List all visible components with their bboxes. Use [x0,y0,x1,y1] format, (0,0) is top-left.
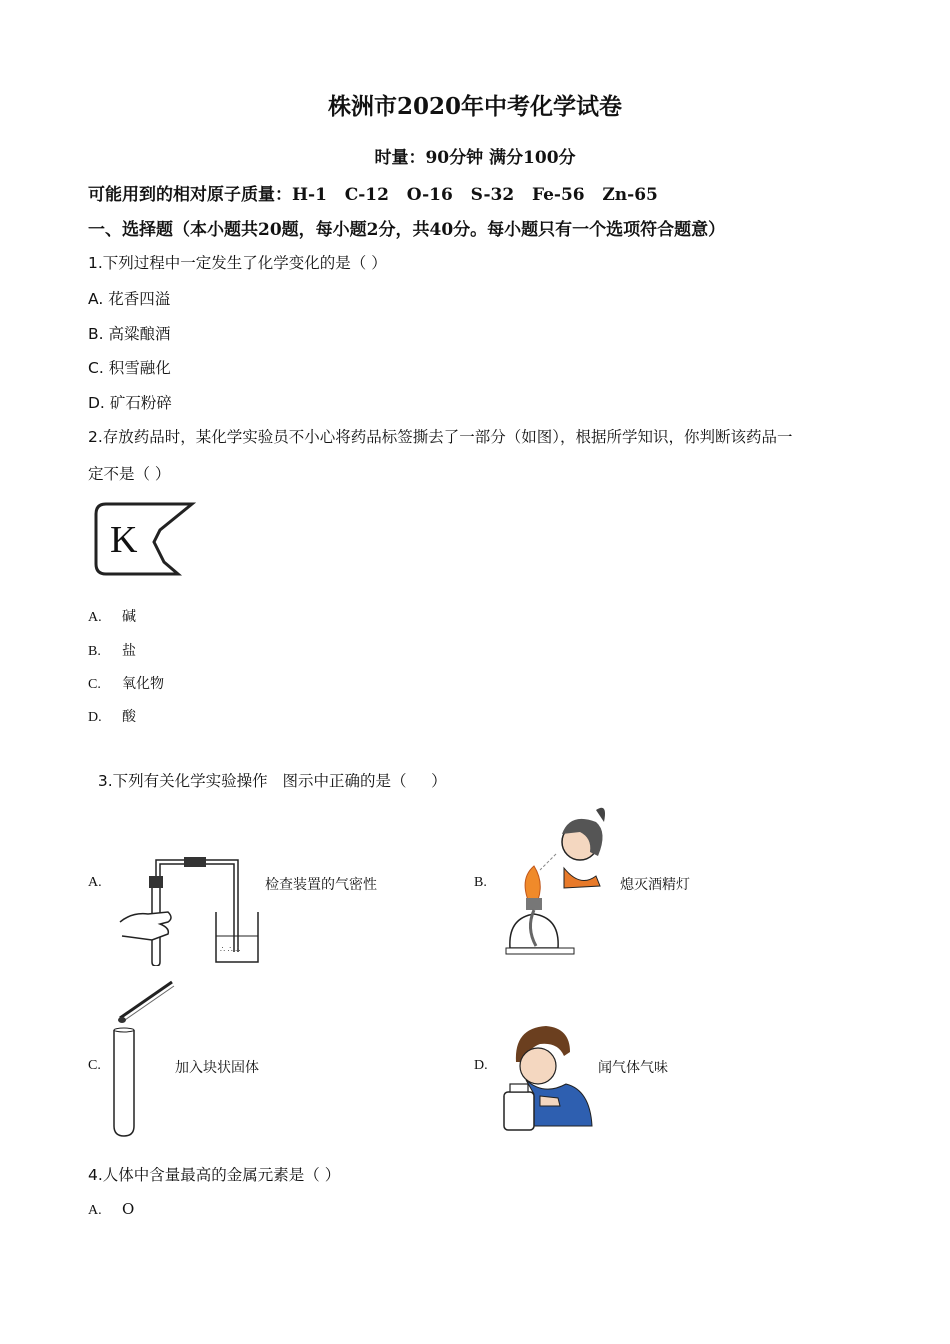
q2-option-c [88,673,164,693]
q3-option-c-caption: 加入块状固体 [175,1060,259,1076]
option-letter: A. [88,875,102,890]
atomic-masses: 可能用到的相对原子质量：H-1 C-12 O-16 S-32 Fe-56 Zn-65 [88,185,658,205]
question-2-cont: 定不是（ ） [88,465,171,483]
option-letter: C. [88,359,104,377]
option-text: O [122,1200,135,1218]
question-text: 存放药品时，某化学实验员不小心将药品标签撕去了一部分（如图），根据所学知识，你判断该药品一 [102,428,793,446]
airtightness-check-image [112,852,264,966]
question-text: 人体中含量最高的金属元素是（ ） [102,1166,341,1184]
q3-option-a-caption: 检查装置的气密性 [265,877,377,893]
q3-option-d-caption: 闻气体气味 [598,1060,668,1076]
option-letter: A. [88,290,104,308]
page-title: 株洲市2020年中考化学试卷 [327,93,622,120]
question-1 [88,251,387,273]
question-number: 2. [88,428,103,446]
option-letter: B. [88,644,101,659]
option-letter: B. [474,875,487,890]
q1-option-b [88,322,171,344]
option-letter: D. [474,1058,488,1073]
question-4 [88,1163,340,1185]
option-text: 碱 [122,609,136,625]
option-text: 矿石粉碎 [109,394,172,412]
question-2 [88,425,793,447]
question-text: 下列过程中一定发生了化学变化的是（ ） [102,254,387,272]
option-text: 积雪融化 [108,359,171,377]
q2-option-a [88,606,136,626]
option-text: 花香四溢 [108,290,171,308]
option-text: 氧化物 [122,676,164,692]
option-letter: C. [88,677,101,692]
label-letter: K [110,519,138,561]
question-number: 3. [97,772,113,790]
option-letter: A. [88,1203,102,1218]
blow-out-lamp-image [500,798,616,964]
q1-option-c [88,356,171,378]
torn-label-figure [92,500,196,580]
question-3 [88,751,447,791]
option-letter: B. [88,325,104,343]
q2-option-d [88,706,136,726]
question-text: 下列有关化学实验操作 图示中正确的是（ ） [112,772,447,790]
smell-gas-image [500,1022,594,1134]
q2-option-b [88,640,136,660]
q1-option-d [88,391,172,413]
option-letter: A. [88,610,102,625]
question-number: 1. [88,254,103,272]
add-solid-image [108,978,178,1138]
q4-option-a [88,1200,134,1219]
option-letter: D. [88,394,105,412]
option-text: 高粱酿酒 [108,325,171,343]
svg-text:∴ ∴ ∴: ∴ ∴ ∴ [220,945,241,954]
exam-time-score: 时量：90分钟 满分100分 [374,148,576,168]
q1-option-a [88,287,170,309]
option-letter: C. [88,1058,101,1073]
option-letter: D. [88,710,102,725]
q3-option-b-caption: 熄灭酒精灯 [620,877,690,893]
section-heading: 一、选择题（本小题共20题，每小题2分，共40分。每小题只有一个选项符合题意） [88,220,726,240]
question-number: 4. [88,1166,103,1184]
option-text: 酸 [122,709,136,725]
option-text: 盐 [122,643,136,659]
